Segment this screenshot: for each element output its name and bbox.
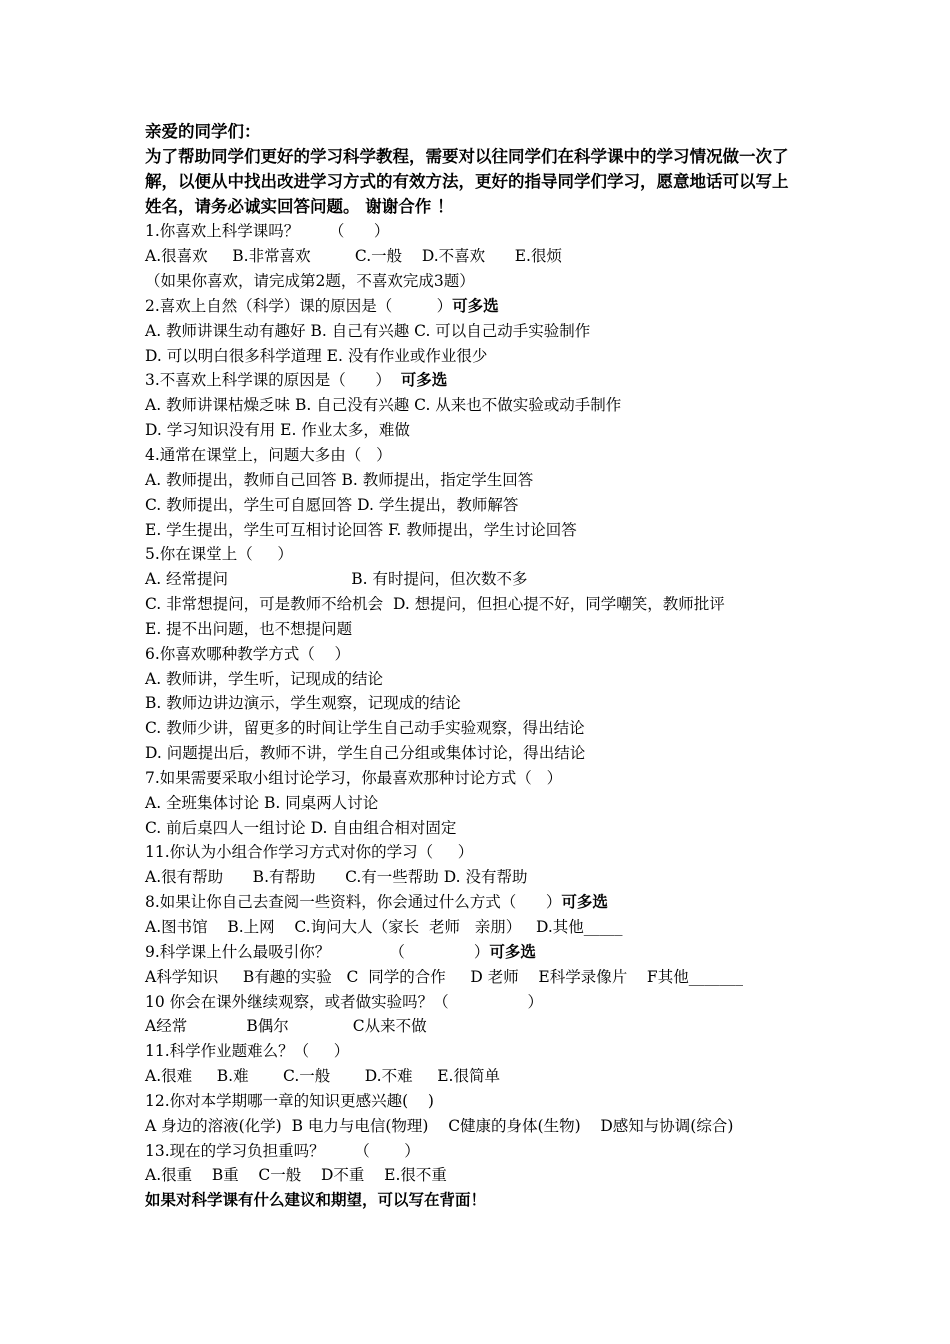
line-text: A 身边的溶液(化学) B 电力与电信(物理) C健康的身体(生物) D感知与协调(综合)	[145, 1116, 734, 1135]
option-line	[145, 567, 815, 592]
question-line	[145, 1139, 815, 1164]
line-text: C. 前后桌四人一组讨论 D. 自由组合相对固定	[145, 818, 457, 837]
option-line	[145, 1064, 815, 1089]
line-text: 11.你认为小组合作学习方式对你的学习（ ）	[145, 843, 474, 862]
option-line	[145, 1163, 815, 1188]
intro-paragraph-line: 为了帮助同学们更好的学习科学教程，需要对以往同学们在科学课中的学习情况做一次了	[145, 146, 789, 166]
intro-paragraph-line: 解，以便从中找出改进学习方式的有效方法，更好的指导同学们学习，愿意地话可以写上	[145, 171, 789, 191]
option-line	[145, 468, 815, 493]
option-line	[145, 617, 815, 642]
multi-select-note: 可多选	[561, 892, 608, 912]
option-line	[145, 319, 815, 344]
line-text: C. 非常想提问，可是教师不给机会 D. 想提问，但担心提不好，同学嘲笑，教师批评	[145, 595, 725, 614]
line-text: A. 教师讲课枯燥乏味 B. 自己没有兴趣 C. 从来也不做实验或动手制作	[145, 396, 622, 415]
question-line	[145, 840, 815, 865]
greeting: 亲爱的同学们：	[145, 122, 261, 141]
option-line	[145, 915, 815, 940]
line-text: A. 经常提问 B. 有时提问，但次数不多	[145, 570, 528, 589]
option-line	[145, 1114, 815, 1139]
option-line	[145, 716, 815, 741]
option-line	[145, 791, 815, 816]
option-line	[145, 592, 815, 617]
multi-select-note: 可多选	[400, 370, 448, 390]
line-text: A经常 B偶尔 C从来不做	[145, 1017, 427, 1036]
line-text: D. 问题提出后，教师不讲，学生自己分组或集体讨论，得出结论	[145, 744, 586, 763]
line-text: 10 你会在课外继续观察，或者做实验吗？（ ）	[145, 992, 543, 1011]
line-text: 6.你喜欢哪种教学方式（ ）	[145, 644, 350, 663]
question-line	[145, 294, 815, 319]
intro-paragraph-line: 姓名，请务必诚实回答问题。 谢谢合作 ！	[145, 196, 454, 216]
line-text: 5.你在课堂上（ ）	[145, 545, 293, 564]
option-line	[145, 965, 815, 990]
question-line	[145, 642, 815, 667]
line-text: A.很喜欢 B.非常喜欢 C.一般 D.不喜欢 E.很烦	[145, 247, 562, 266]
option-line	[145, 667, 815, 692]
line-text: B. 教师边讲边演示，学生观察，记现成的结论	[145, 694, 461, 713]
multi-select-note: 可多选	[489, 941, 536, 961]
question-line	[145, 368, 815, 393]
line-text: 7.如果需要采取小组讨论学习，你最喜欢那种讨论方式（ ）	[145, 768, 563, 787]
survey-questions	[145, 219, 815, 1188]
survey-intro	[145, 120, 815, 219]
option-line	[145, 493, 815, 518]
question-line	[145, 219, 815, 244]
line-text: （如果你喜欢，请完成第2题，不喜欢完成3题）	[145, 272, 475, 291]
option-line	[145, 244, 815, 269]
option-line	[145, 865, 815, 890]
option-line	[145, 741, 815, 766]
line-text: A. 教师提出，教师自己回答 B. 教师提出，指定学生回答	[145, 470, 534, 489]
question-line	[145, 766, 815, 791]
line-text: 9.科学课上什么最吸引你？ （ ）	[145, 942, 490, 961]
line-text: D. 可以明白很多科学道理 E. 没有作业或作业很少	[145, 346, 488, 365]
line-text: A.很有帮助 B.有帮助 C.有一些帮助 D. 没有帮助	[145, 868, 528, 887]
option-line	[145, 816, 815, 841]
line-text: A. 全班集体讨论 B. 同桌两人讨论	[145, 793, 379, 812]
option-line	[145, 393, 815, 418]
option-line	[145, 691, 815, 716]
option-line	[145, 1014, 815, 1039]
question-line	[145, 542, 815, 567]
question-line	[145, 890, 815, 915]
line-text: A.很重 B重 C一般 D不重 E.很不重	[145, 1166, 447, 1185]
line-text: D. 学习知识没有用 E. 作业太多，难做	[145, 421, 410, 440]
line-text: 12.你对本学期哪一章的知识更感兴趣( )	[145, 1091, 434, 1110]
line-text: A. 教师讲，学生听，记现成的结论	[145, 669, 384, 688]
option-line	[145, 344, 815, 369]
option-line	[145, 418, 815, 443]
line-text: A.图书馆 B.上网 C.询问大人（家长 老师 亲朋） D.其他_____	[145, 918, 623, 936]
line-text: A科学知识 B有趣的实验 C 同学的合作 D 老师 E科学录像片 F其他_______	[145, 967, 743, 986]
question-line	[145, 269, 815, 294]
multi-select-note: 可多选	[452, 295, 499, 315]
line-text: A.很难 B.难 C.一般 D.不难 E.很简单	[145, 1067, 500, 1086]
line-text: 8.如果让你自己去查阅一些资料，你会通过什么方式（ ）	[145, 893, 562, 912]
line-text: E. 提不出问题，也不想提问题	[145, 619, 353, 638]
line-text: 3.不喜欢上科学课的原因是（ ）	[145, 371, 401, 390]
line-text: C. 教师少讲，留更多的时间让学生自己动手实验观察，得出结论	[145, 719, 585, 738]
question-line	[145, 940, 815, 965]
question-line	[145, 1039, 815, 1064]
question-line	[145, 1089, 815, 1114]
line-text: A. 教师讲课生动有趣好 B. 自己有兴趣 C. 可以自己动手实验制作	[145, 321, 591, 340]
question-line	[145, 443, 815, 468]
line-text: 4.通常在课堂上，问题大多由（ ）	[145, 445, 392, 464]
line-text: 11.科学作业题难么？（ ）	[145, 1042, 350, 1061]
line-text: E. 学生提出，学生可互相讨论回答 F. 教师提出，学生讨论回答	[145, 520, 577, 539]
line-text: 2.喜欢上自然（科学）课的原因是（ ）	[145, 296, 453, 315]
question-line	[145, 990, 815, 1015]
line-text: 1.你喜欢上科学课吗？ （ ）	[145, 222, 390, 241]
line-text: 13.现在的学习负担重吗？ （ ）	[145, 1141, 420, 1160]
closing-note: 如果对科学课有什么建议和期望，可以写在背面！	[145, 1190, 487, 1210]
line-text: C. 教师提出，学生可自愿回答 D. 学生提出，教师解答	[145, 495, 519, 514]
survey-document	[145, 120, 815, 1213]
option-line	[145, 518, 815, 543]
